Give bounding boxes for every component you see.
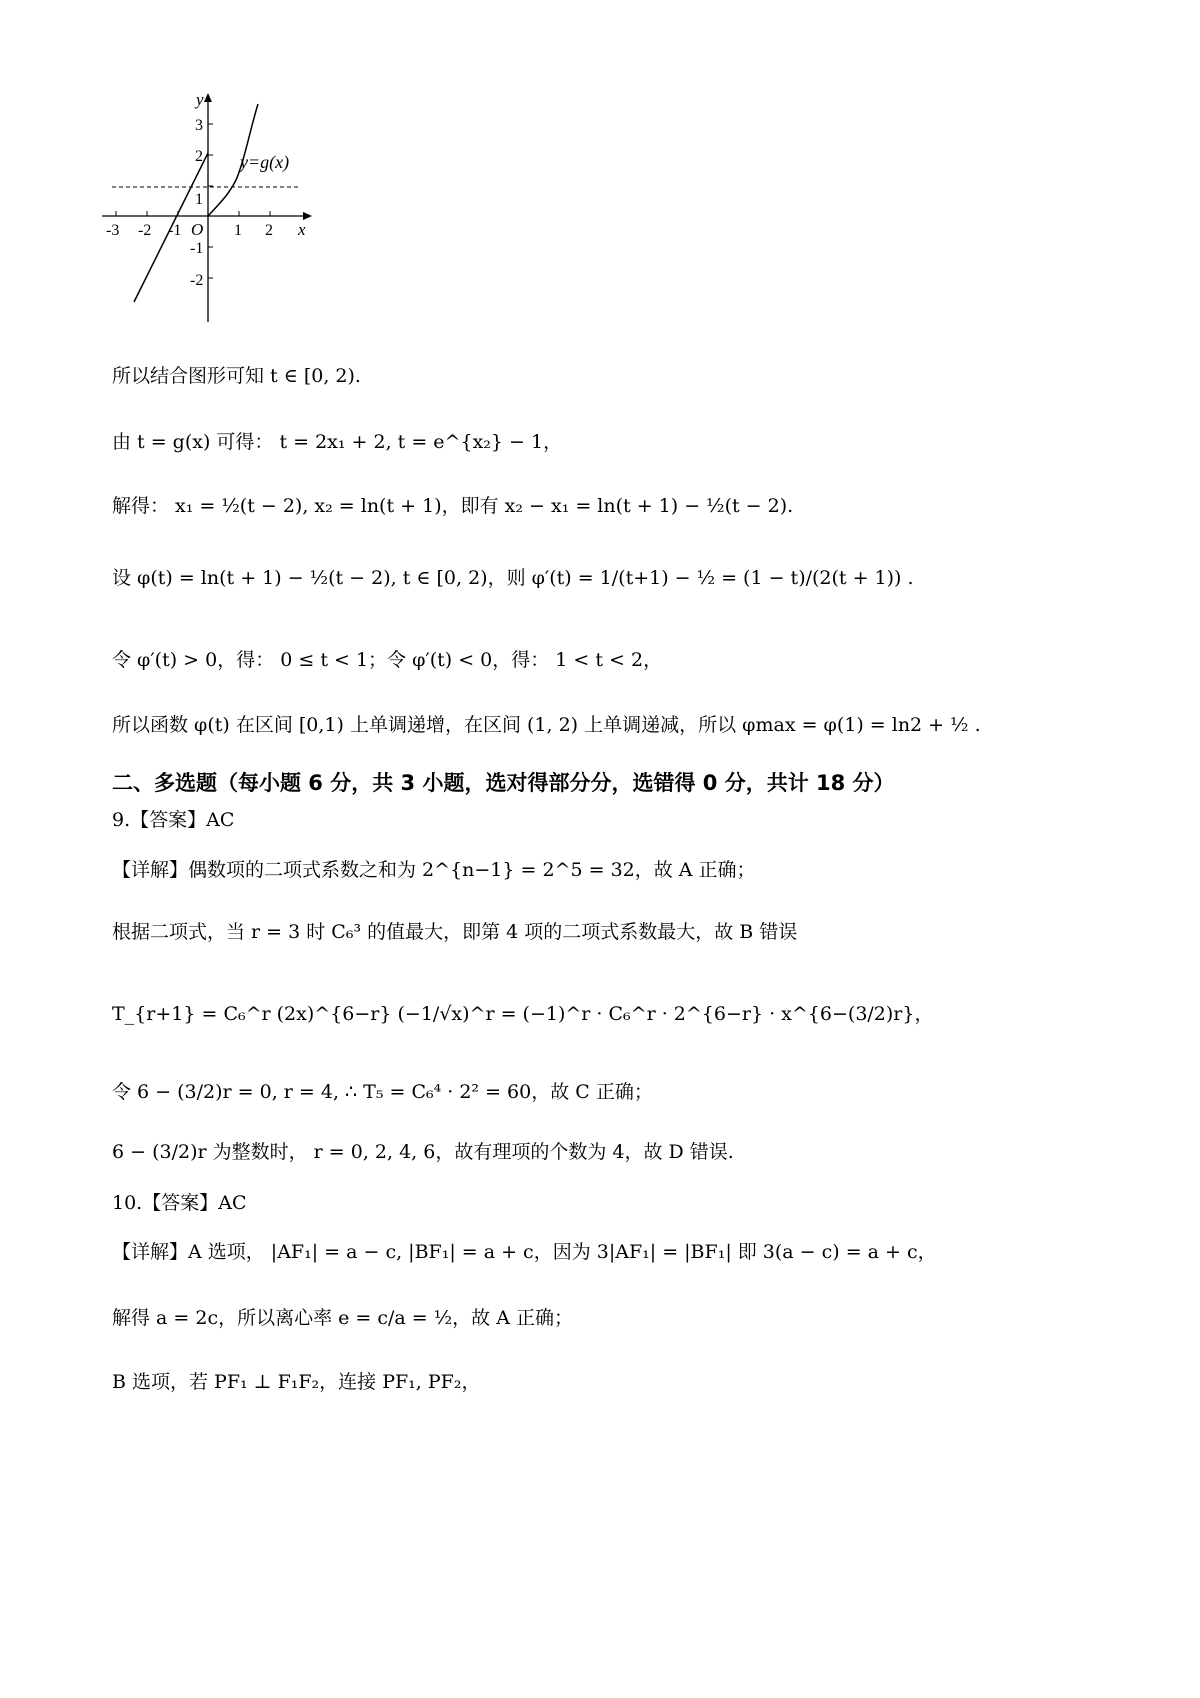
x-axis-label: x bbox=[298, 220, 306, 239]
answer-9: 9.【答案】AC bbox=[112, 809, 235, 831]
section-heading: 二、多选题（每小题 6 分，共 3 小题，选对得部分分，选错得 0 分，共计 18 分） bbox=[112, 771, 895, 795]
text-line: 解得： x₁ = ½(t − 2), x₂ = ln(t + 1)，即有 x₂ − x₁ = ln(t + 1) − ½(t − 2). bbox=[112, 495, 794, 517]
x-tick-label: -3 bbox=[106, 222, 120, 239]
x-tick-label: 1 bbox=[234, 222, 242, 239]
text-line: 6 − (3/2)r 为整数时， r = 0, 2, 4, 6，故有理项的个数为 4，故 D 错误. bbox=[112, 1141, 734, 1163]
function-graph bbox=[98, 90, 328, 330]
text-line: 【详解】偶数项的二项式系数之和为 2^{n−1} = 2^5 = 32，故 A 正确； bbox=[112, 859, 756, 881]
text-line: 【详解】A 选项， |AF₁| = a − c, |BF₁| = a + c，因为 3|AF₁| = |BF₁| 即 3(a − c) = a + c， bbox=[112, 1241, 937, 1263]
answer-10: 10.【答案】AC bbox=[112, 1192, 247, 1214]
text-line: B 选项，若 PF₁ ⊥ F₁F₂，连接 PF₁, PF₂， bbox=[112, 1371, 481, 1393]
y-tick-label: 1 bbox=[195, 191, 203, 208]
y-tick-label: 2 bbox=[195, 148, 203, 165]
text-line: 所以函数 φ(t) 在区间 [0,1) 上单调递增，在区间 (1, 2) 上单调递减，所以 φmax = φ(1) = ln2 + ½ . bbox=[112, 714, 981, 736]
text-line: T_{r+1} = C₆^r (2x)^{6−r} (−1/√x)^r = (−1)^r · C₆^r · 2^{6−r} · x^{6−(3/2)r}， bbox=[112, 1003, 934, 1025]
x-tick-label: -2 bbox=[138, 222, 152, 239]
y-axis-arrow bbox=[204, 93, 212, 102]
text-line: 设 φ(t) = ln(t + 1) − ½(t − 2), t ∈ [0, 2)，则 φ′(t) = 1/(t+1) − ½ = (1 − t)/(2(t + 1)) . bbox=[112, 567, 914, 589]
text-line: 令 6 − (3/2)r = 0, r = 4, ∴ T₅ = C₆⁴ · 2² = 60，故 C 正确； bbox=[112, 1081, 653, 1103]
x-axis-arrow bbox=[303, 212, 312, 220]
y-axis-label: y bbox=[196, 90, 204, 109]
y-tick-label: 3 bbox=[195, 117, 203, 134]
y-tick-label: -2 bbox=[190, 272, 204, 289]
x-tick-label: -1 bbox=[168, 222, 182, 239]
y-tick-label: -1 bbox=[190, 240, 204, 257]
text-line: 令 φ′(t) > 0，得： 0 ≤ t < 1；令 φ′(t) < 0，得： 1 < t < 2， bbox=[112, 649, 663, 671]
x-tick-label: 2 bbox=[265, 222, 273, 239]
curve-label: y=g(x) bbox=[240, 152, 290, 172]
text-line: 根据二项式，当 r = 3 时 C₆³ 的值最大，即第 4 项的二项式系数最大，故 B 错误 bbox=[112, 921, 798, 943]
text-line: 所以结合图形可知 t ∈ [0, 2). bbox=[112, 365, 361, 387]
text-line: 由 t = g(x) 可得： t = 2x₁ + 2, t = e^{x₂} − 1， bbox=[112, 431, 563, 453]
origin-label: O bbox=[191, 220, 204, 239]
text-line: 解得 a = 2c，所以离心率 e = c/a = ½，故 A 正确； bbox=[112, 1307, 573, 1329]
